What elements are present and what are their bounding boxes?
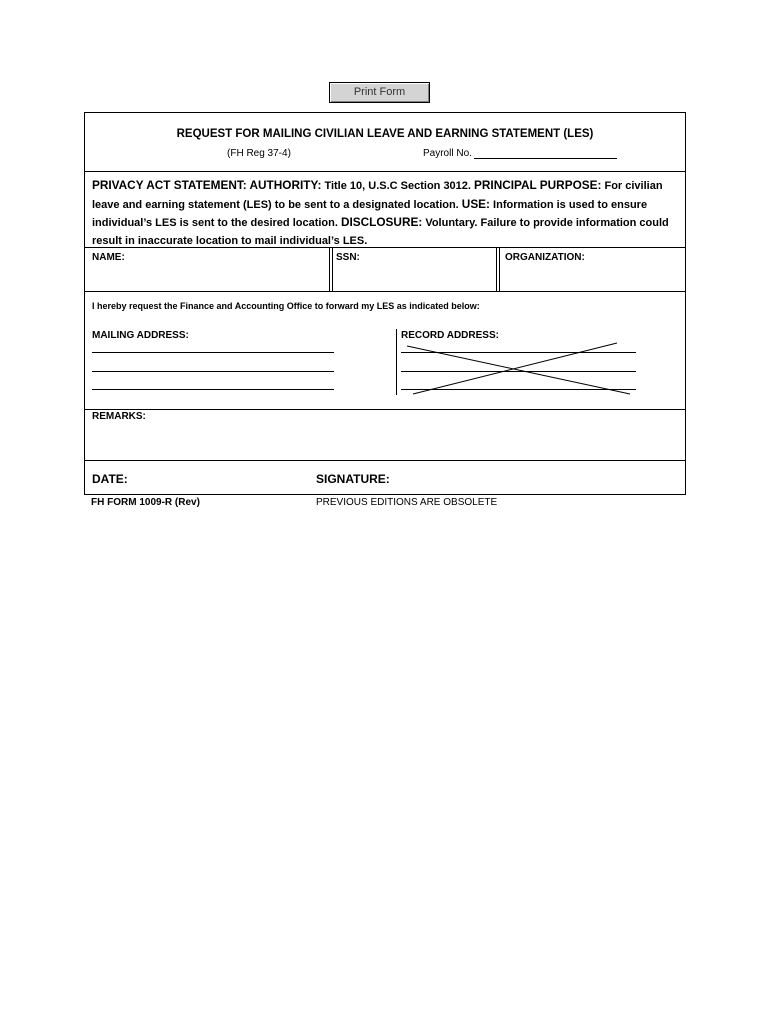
record-address-cross-out (85, 113, 687, 496)
disclosure-text: Voluntary. Failure to provide information could result in inaccurate location to mail individual’s LES. (92, 217, 669, 247)
authority-label: PRIVACY ACT STATEMENT: AUTHORITY: (92, 178, 322, 192)
divider (85, 460, 685, 461)
les-request-form (84, 112, 686, 495)
form-number: FH FORM 1009-R (Rev) (91, 497, 200, 508)
mailing-address-label: MAILING ADDRESS: (92, 330, 189, 341)
use-text: Information is used to ensure individual’s LES is sent to the desired location. (92, 198, 648, 229)
regulation-reference: (FH Reg 37-4) (227, 148, 291, 159)
use-label: USE: (461, 196, 490, 211)
print-form-button[interactable]: Print Form (329, 82, 430, 103)
form-title: REQUEST FOR MAILING CIVILIAN LEAVE AND EARNING STATEMENT (LES) (176, 128, 594, 140)
signature-label: SIGNATURE: (316, 472, 390, 486)
editions-note: PREVIOUS EDITIONS ARE OBSOLETE (316, 497, 498, 508)
ssn-label: SSN: (336, 252, 360, 263)
payroll-label: Payroll No. (423, 148, 472, 159)
disclosure-label: DISCLOSURE: (340, 215, 423, 229)
organization-label: ORGANIZATION: (505, 252, 585, 263)
date-label: DATE: (92, 472, 128, 486)
name-label: NAME: (92, 252, 125, 263)
remarks-label: REMARKS: (92, 411, 146, 422)
purpose-text: For civilian leave and earning statement (LES) to be sent to a designated location. (92, 180, 663, 211)
purpose-label: PRINCIPAL PURPOSE: (474, 178, 602, 192)
record-address-label: RECORD ADDRESS: (401, 330, 499, 341)
authority-text: Title 10, U.S.C Section 3012. (321, 180, 475, 192)
divider (85, 409, 685, 410)
request-statement: I hereby request the Finance and Accounting Office to forward my LES as indicated below: (92, 301, 480, 311)
